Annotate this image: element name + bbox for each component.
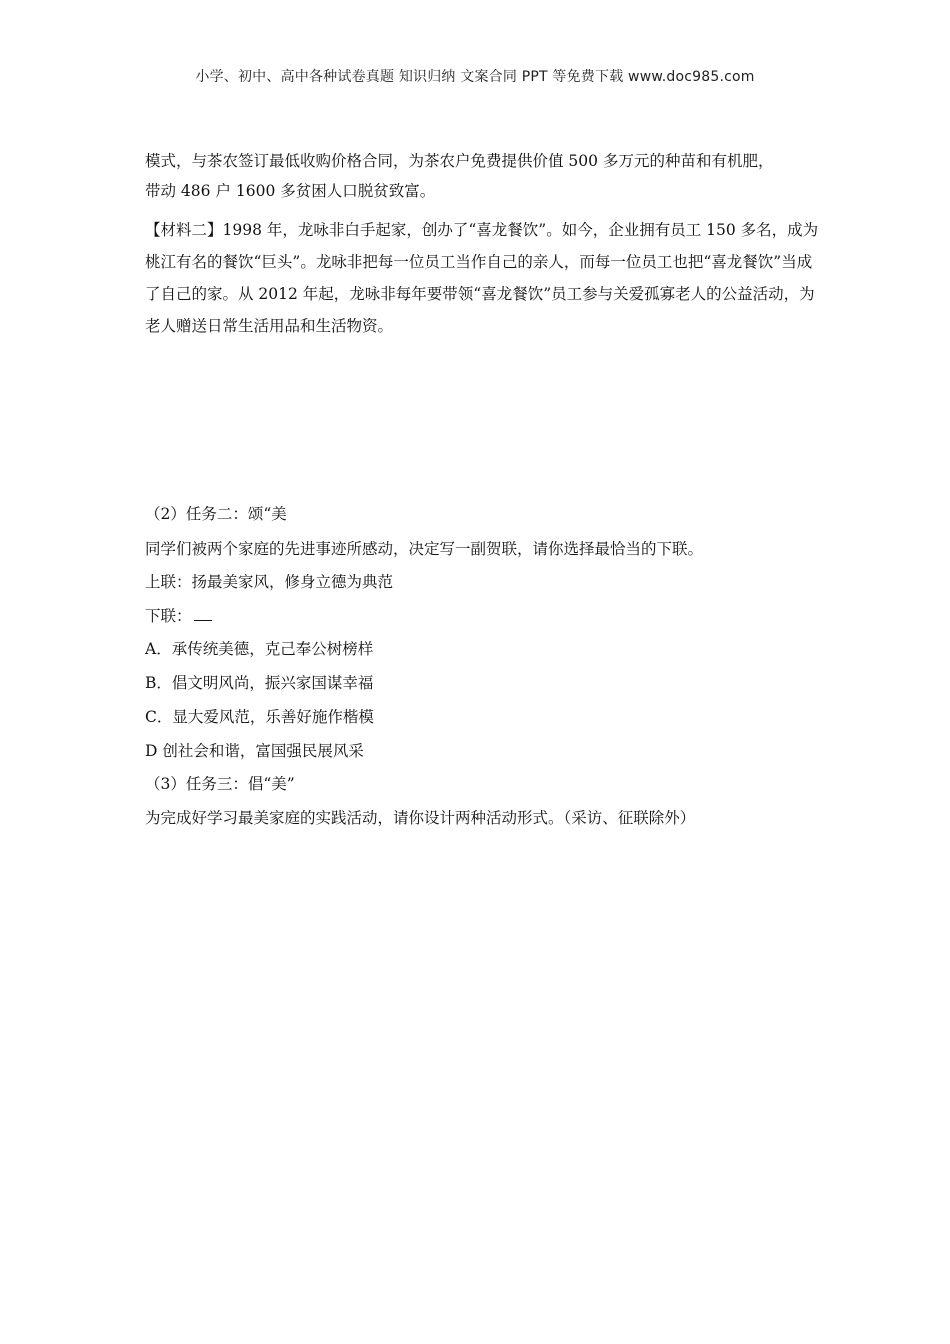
page-header: 小学、初中、高中各种试卷真题 知识归纳 文案合同 PPT 等免费下载 www.doc985.com [195, 69, 755, 85]
lower-couplet-label: 下联： [145, 607, 192, 625]
task-two-prompt: 同学们被两个家庭的先进事迹所感动，决定写一副贺联，请你选择最恰当的下联。 [145, 540, 704, 558]
option-b: B．倡文明风尚，振兴家国谋幸福 [145, 674, 374, 692]
material-two [145, 214, 825, 342]
paragraph-line: 带动 486 户 1600 多贫困人口脱贫致富。 [145, 182, 436, 200]
task-two-title: （2）任务二：颂“美 [145, 505, 287, 523]
task-three-prompt: 为完成好学习最美家庭的实践活动，请你设计两种活动形式。（采访、征联除外） [145, 809, 696, 827]
upper-couplet: 上联：扬最美家风，修身立德为典范 [145, 573, 394, 591]
paragraph-line: 模式，与茶农签订最低收购价格合同，为茶农户免费提供价值 500 多万元的种苗和有机肥， [145, 152, 774, 170]
answer-blank [194, 605, 212, 621]
lower-couplet [145, 604, 212, 626]
option-d: D 创社会和谐，富国强民展风采 [145, 742, 364, 760]
option-c: C．显大爱风范，乐善好施作楷模 [145, 708, 374, 726]
task-three-title: （3）任务三：倡“美” [145, 775, 295, 793]
option-a: A．承传统美德，克己奉公树榜样 [145, 640, 374, 658]
material-one-continued [145, 146, 825, 206]
material-two-text: 【材料二】1998 年，龙咏非白手起家，创办了“喜龙餐饮”。如今，企业拥有员工 150 多名，成为桃江有名的餐饮“巨头”。龙咏非把每一位员工当作自己的亲人，而每一位员工也把“喜龙餐饮”当成了自己的家。从 2012 年起，龙咏非每年要带领“喜龙餐饮”员工参与关爱孤寡老人的公益活动，为老人赠送日常生活用品和生活物资。 [145, 221, 819, 335]
